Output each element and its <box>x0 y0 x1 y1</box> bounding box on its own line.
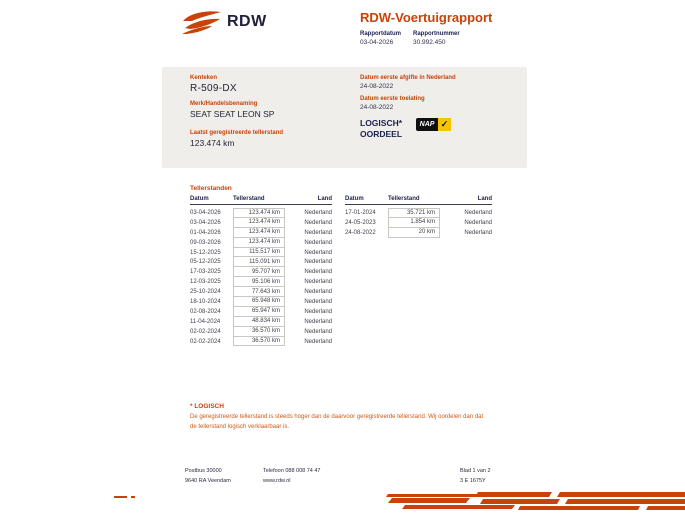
first-admission-label: Datum eerste toelating <box>360 96 425 102</box>
rdw-logo <box>182 9 267 35</box>
meter-reading-row <box>190 327 332 337</box>
reading-km: 77.643 km <box>233 287 285 297</box>
reading-date: 01-04-2026 <box>190 229 221 236</box>
meter-reading-row <box>190 218 332 228</box>
meter-table-body <box>345 205 492 238</box>
meter-reading-row <box>345 228 492 238</box>
reading-km: 48.834 km <box>233 317 285 327</box>
reading-land: Nederland <box>464 209 492 216</box>
reading-date: 02-02-2024 <box>190 338 221 345</box>
reading-date: 17-03-2025 <box>190 269 221 276</box>
rdw-logo-text: RDW <box>227 13 267 30</box>
logisch-footnote <box>190 403 488 433</box>
verdict-row <box>360 118 456 141</box>
reading-land: Nederland <box>304 249 332 256</box>
footnote-title: * LOGISCH <box>190 403 224 410</box>
footer-page-number: Blad 1 van 2 <box>460 468 491 474</box>
report-date-block <box>360 31 401 46</box>
nap-check-icon: ✓ <box>438 118 451 131</box>
footnote-text: De geregistreerde tellerstand is steeds hoger dan de daarvoor geregistreerde tellerstand. Wij oordelen dan dat de tellerstand logisch verklaarbaar is. <box>190 414 484 430</box>
registration-column <box>360 75 456 141</box>
meter-table-body <box>190 205 332 346</box>
reading-km: 123.474 km <box>233 228 285 238</box>
reading-date: 15-12-2025 <box>190 249 221 256</box>
reading-km: 115.517 km <box>233 248 285 258</box>
reading-date: 24-05-2023 <box>345 219 376 226</box>
nap-logo-text: NAP <box>416 118 438 131</box>
meter-reading-row <box>190 277 332 287</box>
meter-reading-row <box>345 218 492 228</box>
kenteken-value: R-509-DX <box>190 83 237 94</box>
reading-km: 123.474 km <box>233 218 285 228</box>
reading-date: 18-10-2024 <box>190 298 221 305</box>
first-issue-label: Datum eerste afgifte in Nederland <box>360 75 456 81</box>
column-header-tellerstand: Tellerstand <box>233 196 265 202</box>
reading-date: 12-03-2025 <box>190 279 221 286</box>
verdict-line1: LOGISCH* <box>360 118 403 128</box>
footer-decoration-stripe <box>0 490 685 514</box>
reading-date: 03-04-2026 <box>190 209 221 216</box>
reading-km: 20 km <box>388 228 440 238</box>
reading-land: Nederland <box>304 209 332 216</box>
reading-land: Nederland <box>304 298 332 305</box>
verdict-text <box>360 118 402 141</box>
first-admission-value: 24-08-2022 <box>360 104 394 111</box>
reading-km: 65.947 km <box>233 307 285 317</box>
meter-reading-row <box>190 238 332 248</box>
reading-date: 11-04-2024 <box>190 318 221 325</box>
reading-land: Nederland <box>304 239 332 246</box>
reading-date: 25-10-2024 <box>190 289 221 296</box>
meter-reading-row <box>190 267 332 277</box>
reading-date: 05-12-2025 <box>190 259 221 266</box>
reading-date: 03-04-2026 <box>190 219 221 226</box>
report-date-value: 03-04-2026 <box>360 39 394 46</box>
report-number-value: 30.992.450 <box>413 39 446 46</box>
reading-km: 35.721 km <box>388 208 440 218</box>
report-meta <box>360 31 460 46</box>
meter-reading-row <box>190 307 332 317</box>
meter-reading-row <box>190 337 332 347</box>
meter-table-header <box>345 196 492 205</box>
reading-land: Nederland <box>304 279 332 286</box>
reading-km: 95.106 km <box>233 277 285 287</box>
meter-table-left <box>190 196 332 346</box>
footer-address-line2: 9640 RA Veendam <box>185 477 231 484</box>
reading-land: Nederland <box>304 259 332 266</box>
reading-km: 36.570 km <box>233 327 285 337</box>
footer-contact <box>263 467 321 487</box>
meter-reading-row <box>190 228 332 238</box>
reading-km: 115.091 km <box>233 257 285 267</box>
reading-land: Nederland <box>304 328 332 335</box>
reading-date: 09-03-2026 <box>190 239 221 246</box>
last-reading-value: 123.474 km <box>190 138 235 148</box>
meter-reading-row <box>190 297 332 307</box>
column-header-datum: Datum <box>190 196 209 202</box>
kenteken-label: Kenteken <box>190 75 218 81</box>
meter-reading-row <box>190 248 332 258</box>
reading-land: Nederland <box>304 289 332 296</box>
meter-reading-row <box>190 287 332 297</box>
last-reading-label: Laatst geregistreerde tellerstand <box>190 130 284 136</box>
footer-doc-code: 3 E 1675Y <box>460 477 486 484</box>
rdw-logo-icon <box>182 9 222 35</box>
reading-km: 123.474 km <box>233 238 285 248</box>
reading-date: 24-08-2022 <box>345 229 376 236</box>
footer-phone: Telefoon 088 008 74 47 <box>263 468 321 474</box>
vehicle-summary-panel <box>162 67 527 168</box>
reading-land: Nederland <box>464 229 492 236</box>
report-number-block <box>413 31 460 46</box>
reading-land: Nederland <box>464 219 492 226</box>
reading-date: 02-08-2024 <box>190 308 221 315</box>
reading-km: 95.707 km <box>233 267 285 277</box>
first-issue-value: 24-08-2022 <box>360 83 394 90</box>
column-header-datum: Datum <box>345 196 364 202</box>
meter-reading-row <box>190 257 332 267</box>
report-date-label: Rapportdatum <box>360 31 401 37</box>
reading-date: 02-02-2024 <box>190 328 221 335</box>
merk-value: SEAT SEAT LEON SP <box>190 109 275 119</box>
reading-km: 36.570 km <box>233 337 285 347</box>
nap-logo <box>416 118 451 131</box>
column-header-tellerstand: Tellerstand <box>388 196 420 202</box>
column-header-land: Land <box>317 196 332 202</box>
meter-table-header <box>190 196 332 205</box>
footer-website-link[interactable]: www.rdw.nl <box>263 477 291 484</box>
meter-reading-row <box>190 317 332 327</box>
report-number-label: Rapportnummer <box>413 31 460 37</box>
reading-land: Nederland <box>304 229 332 236</box>
column-header-land: Land <box>477 196 492 202</box>
reading-land: Nederland <box>304 318 332 325</box>
meter-table-right <box>345 196 492 238</box>
reading-land: Nederland <box>304 219 332 226</box>
reading-land: Nederland <box>304 308 332 315</box>
meters-section-title: Tellerstanden <box>190 185 232 192</box>
footer-address <box>185 467 231 487</box>
reading-km: 123.474 km <box>233 208 285 218</box>
footer-address-line1: Postbus 30000 <box>185 468 222 474</box>
reading-km: 65.948 km <box>233 297 285 307</box>
merk-label: Merk/Handelsbenaming <box>190 101 258 107</box>
meter-reading-row <box>190 208 332 218</box>
vehicle-id-column <box>190 75 283 159</box>
meter-reading-row <box>345 208 492 218</box>
reading-land: Nederland <box>304 269 332 276</box>
reading-date: 17-01-2024 <box>345 209 376 216</box>
verdict-line2: OORDEEL <box>360 129 403 140</box>
reading-land: Nederland <box>304 338 332 345</box>
reading-km: 1.854 km <box>388 218 440 228</box>
report-title: RDW-Voertuigrapport <box>360 10 493 25</box>
footer-pagination <box>460 467 491 487</box>
